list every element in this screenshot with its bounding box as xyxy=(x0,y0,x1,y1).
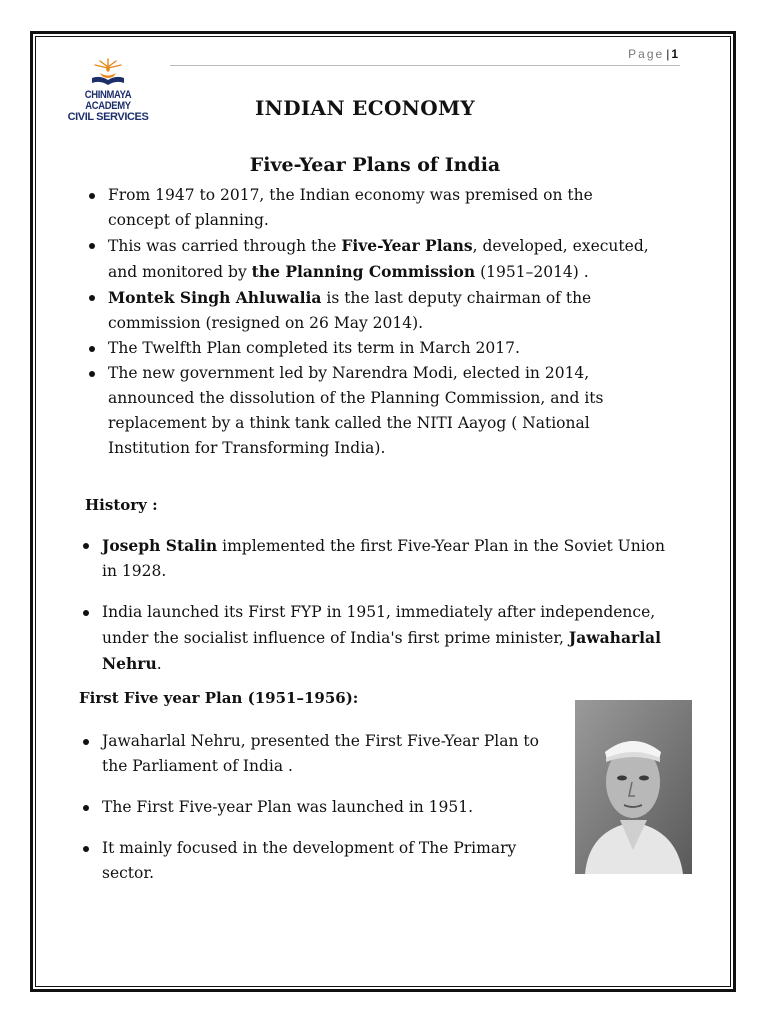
first-plan-heading: First Five year Plan (1951–1956): xyxy=(79,689,359,707)
history-list xyxy=(78,533,678,693)
list-item: The First Five-year Plan was launched in 1951. xyxy=(78,795,568,820)
page-subtitle: Five-Year Plans of India xyxy=(249,154,501,176)
list-item: Montek Singh Ahluwalia is the last deputy chairman of the commission (resigned on 26 May 2014). xyxy=(84,285,654,336)
list-item: The Twelfth Plan completed its term in March 2017. xyxy=(84,336,654,361)
list-item: The new government led by Narendra Modi, elected in 2014, announced the dissolution of the Planning Commission, and its replacement by a think tank called the NITI Aayog ( National Institution for Transforming India). xyxy=(84,361,654,461)
page-number-label: Page | 1 xyxy=(628,47,678,61)
list-item: This was carried through the Five-Year Plans, developed, executed, and monitored by the Planning Commission (1951–2014) . xyxy=(84,233,654,285)
list-item: Jawaharlal Nehru, presented the First Five-Year Plan to the Parliament of India . xyxy=(78,729,568,779)
header-rule xyxy=(170,65,680,66)
history-heading: History : xyxy=(85,496,158,514)
first-plan-list xyxy=(78,729,568,902)
list-item: India launched its First FYP in 1951, immediately after independence, under the socialist influence of India's first prime minister, Jawaharlal Nehru. xyxy=(78,600,678,677)
logo-line2: CIVIL SERVICES xyxy=(67,111,149,123)
page-title: INDIAN ECONOMY xyxy=(254,96,475,120)
list-item: From 1947 to 2017, the Indian economy was premised on the concept of planning. xyxy=(84,183,654,233)
list-item: It mainly focused in the development of The Primary sector. xyxy=(78,836,568,886)
logo xyxy=(58,56,158,123)
intro-list xyxy=(84,183,654,461)
lamp-book-icon xyxy=(86,56,130,88)
portrait-photo xyxy=(575,700,692,874)
list-item: Joseph Stalin implemented the first Five-Year Plan in the Soviet Union in 1928. xyxy=(78,533,678,584)
page-number: 1 xyxy=(671,47,678,61)
logo-line1: CHINMAYA ACADEMY xyxy=(84,89,132,112)
